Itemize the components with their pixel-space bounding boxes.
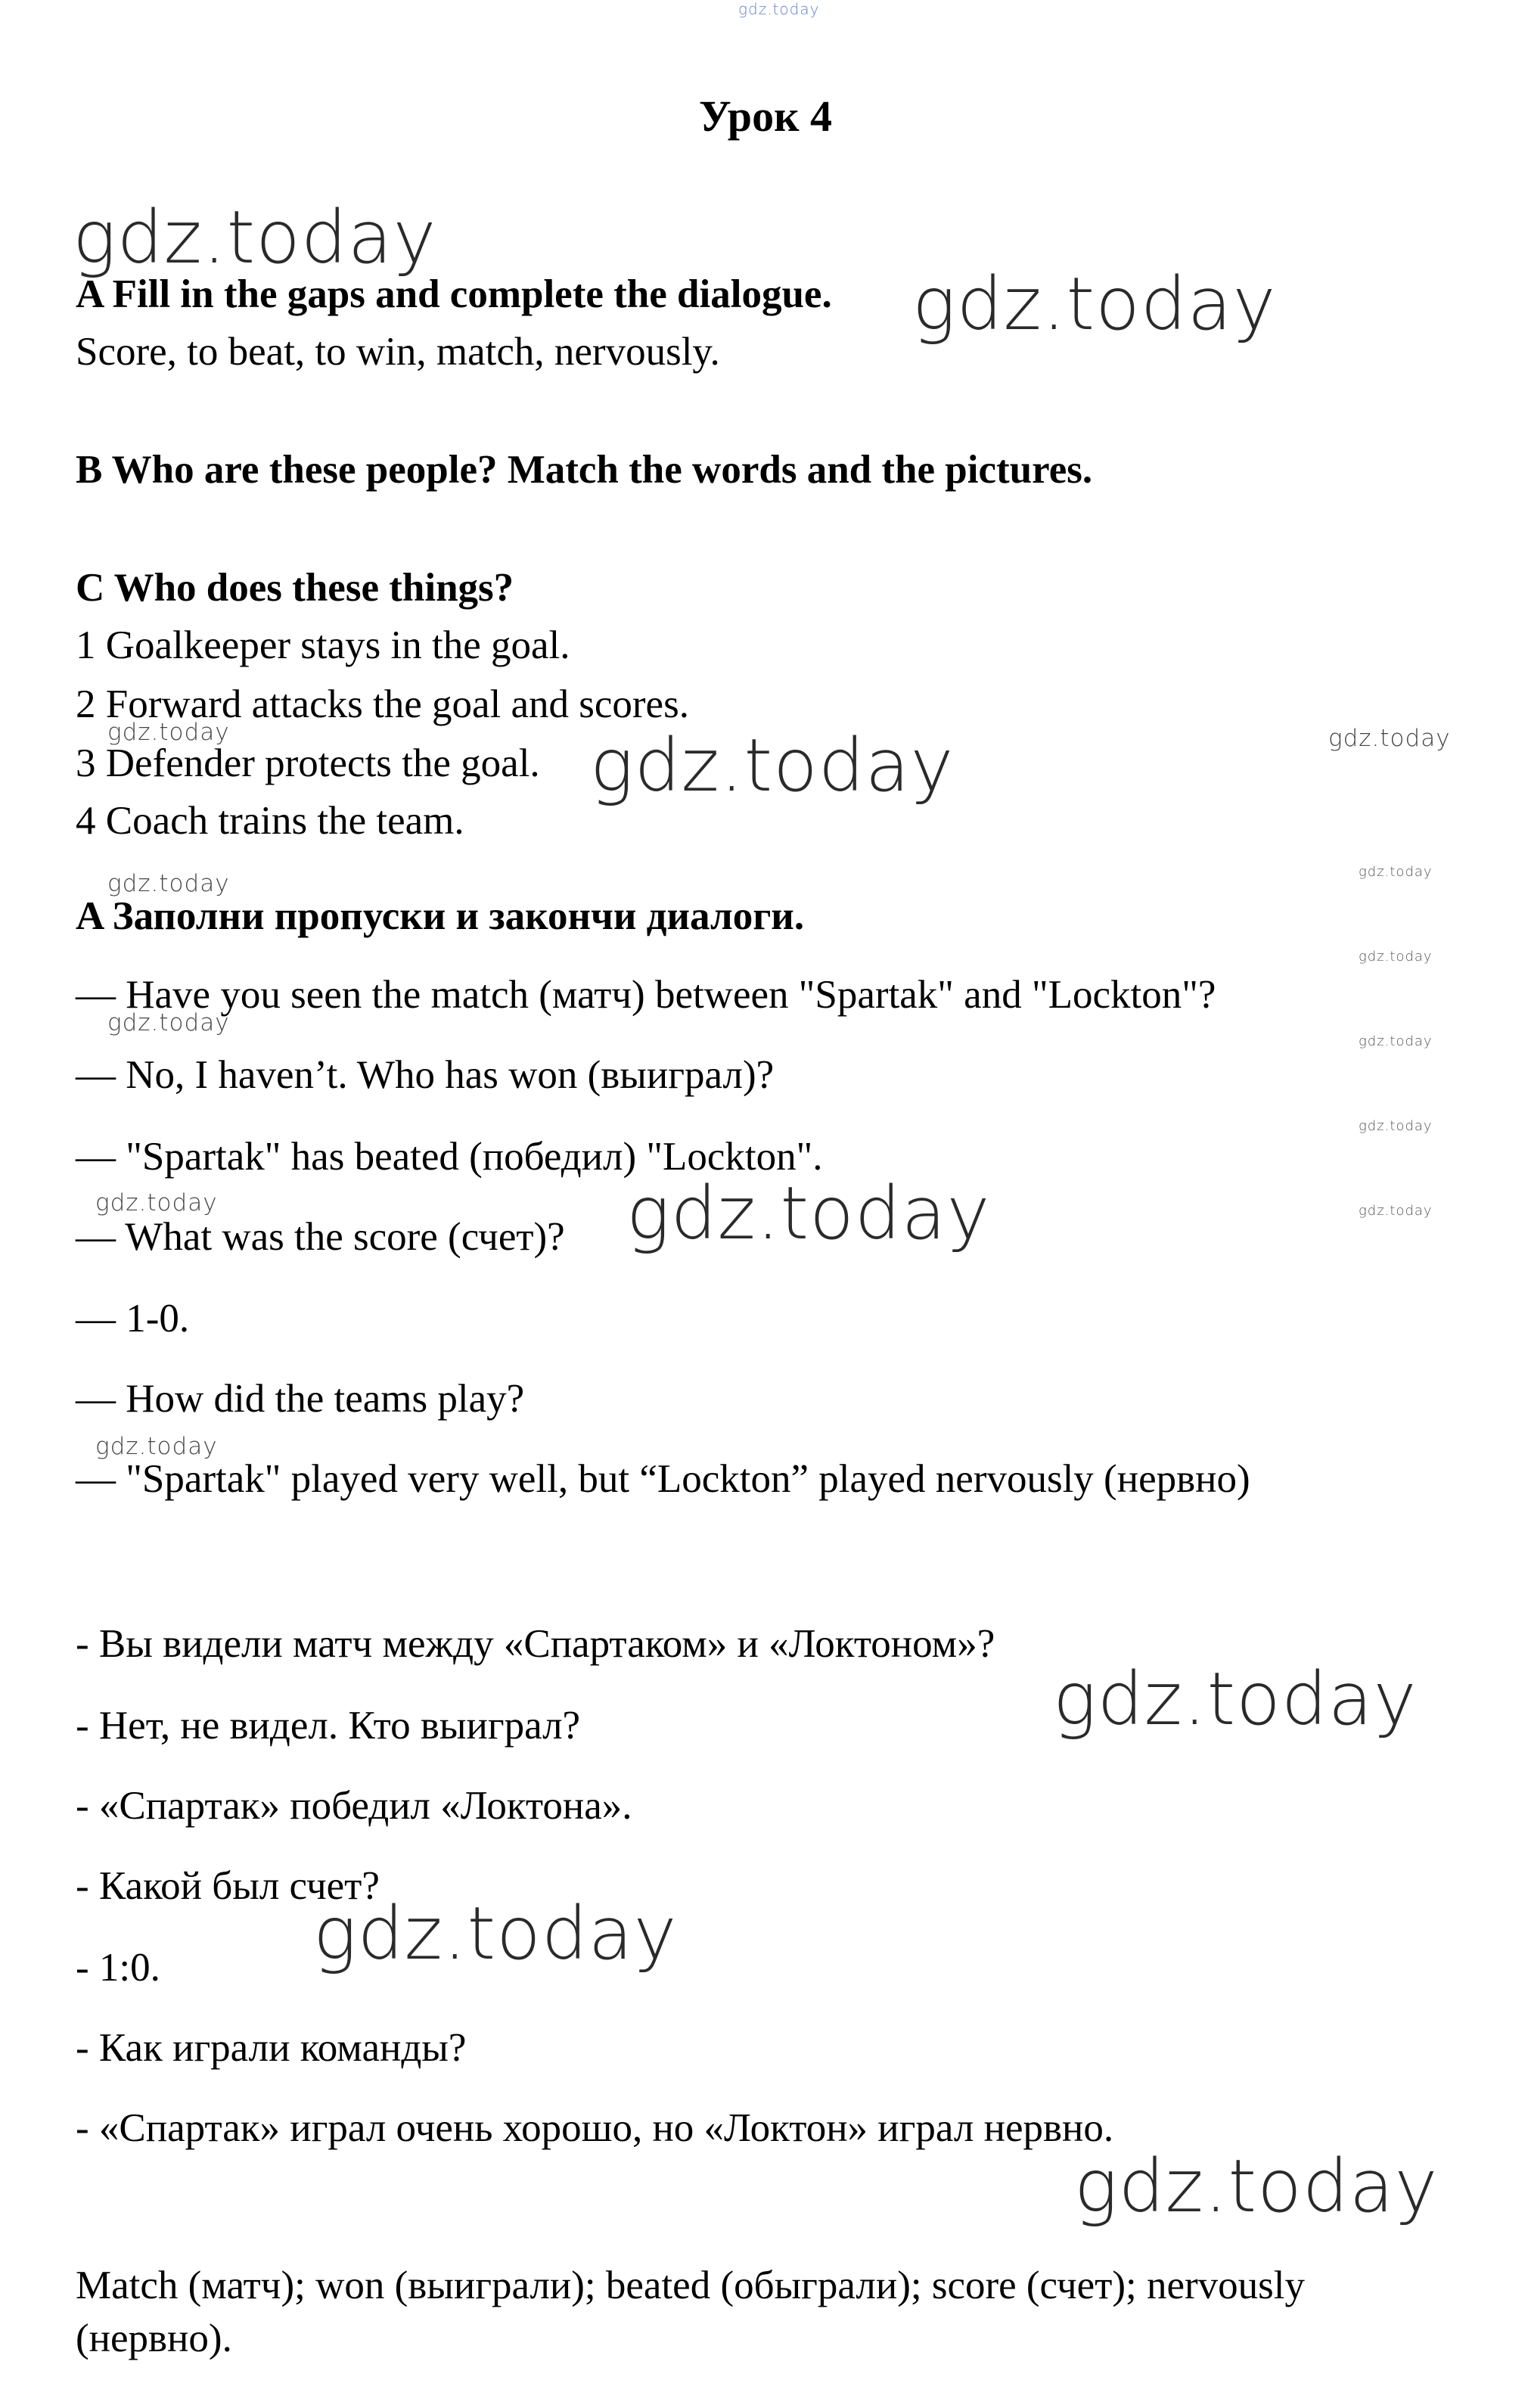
dialogue-line: — "Spartak" has beated (победил) "Lockton". (76, 1135, 823, 1179)
list-item: 3 Defender protects the goal. (76, 741, 540, 785)
translation-line: - «Спартак» победил «Локтона». (76, 1784, 632, 1828)
dialogue-line: — What was the score (счет)? (76, 1215, 565, 1259)
watermark: gdz.today (738, 0, 820, 18)
watermark: gdz.today (1359, 1033, 1433, 1049)
section-b-heading: B Who are these people? Match the words and the pictures. (76, 448, 1093, 492)
watermark: gdz.today (313, 1891, 678, 1976)
watermark: gdz.today (590, 723, 955, 808)
list-item: 2 Forward attacks the goal and scores. (76, 682, 689, 726)
watermark: gdz.today (1328, 725, 1451, 752)
watermark: gdz.today (73, 195, 437, 280)
watermark: gdz.today (107, 1009, 230, 1036)
translation-line: - Как играли команды? (76, 2026, 467, 2070)
translation-line: - «Спартак» играл очень хорошо, но «Локтон» играл нервно. (76, 2106, 1114, 2150)
list-item: 4 Coach trains the team. (76, 799, 464, 843)
section-a-words: Score, to beat, to win, match, nervously. (76, 330, 720, 374)
dialogue-line: — Have you seen the match (матч) between "Spartak" and "Lockton"? (76, 973, 1216, 1017)
vocab-line: Match (матч); won (выиграли); beated (обыграли); score (счет); nervously (76, 2264, 1306, 2307)
answer-a-heading: A Заполни пропуски и закончи диалоги. (76, 894, 805, 938)
watermark: gdz.today (95, 1189, 218, 1216)
watermark: gdz.today (1359, 949, 1433, 965)
watermark: gdz.today (1053, 1657, 1418, 1742)
watermark: gdz.today (912, 262, 1277, 346)
section-a-heading: A Fill in the gaps and complete the dialogue. (76, 272, 832, 316)
dialogue-line: — No, I haven’t. Who has won (выиграл)? (76, 1053, 775, 1097)
watermark: gdz.today (1359, 1118, 1433, 1134)
dialogue-line: — "Spartak" played very well, but “Lockton” played nervously (нервно) (76, 1457, 1250, 1501)
page-title: Урок 4 (699, 92, 832, 141)
list-item: 1 Goalkeeper stays in the goal. (76, 623, 570, 667)
watermark: gdz.today (626, 1171, 991, 1256)
translation-line: - Какой был счет? (76, 1864, 380, 1908)
translation-line: - Вы видели матч между «Спартаком» и «Локтоном»? (76, 1622, 995, 1666)
translation-line: - 1:0. (76, 1946, 160, 1990)
dialogue-line: — 1-0. (76, 1297, 190, 1341)
watermark: gdz.today (107, 870, 230, 897)
watermark: gdz.today (1359, 1203, 1433, 1219)
translation-line: - Нет, не видел. Кто выиграл? (76, 1704, 581, 1748)
watermark: gdz.today (95, 1433, 218, 1460)
watermark: gdz.today (1074, 2144, 1439, 2229)
watermark: gdz.today (107, 719, 230, 746)
watermark: gdz.today (1359, 864, 1433, 880)
section-c-heading: C Who does these things? (76, 566, 514, 610)
vocab-line: (нервно). (76, 2316, 232, 2360)
dialogue-line: — How did the teams play? (76, 1377, 525, 1421)
